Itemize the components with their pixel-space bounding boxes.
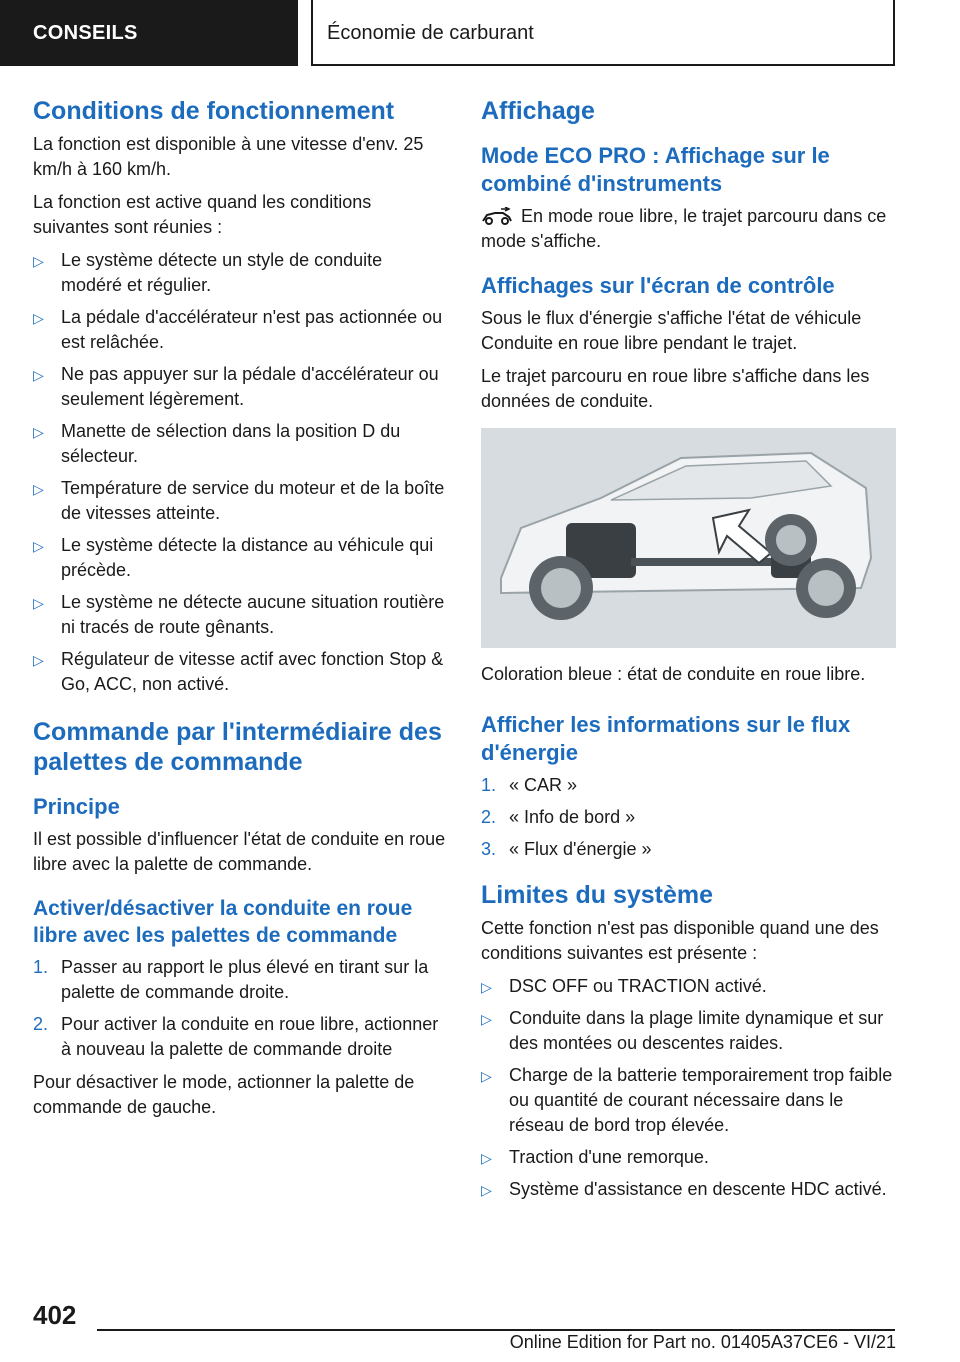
flux-steps [481, 773, 896, 862]
paragraph-desactiver: Pour désactiver le mode, actionner la palette de commande de gauche. [33, 1072, 415, 1117]
car-illustration [481, 428, 896, 648]
activation-steps [33, 955, 448, 1062]
triangle-bullet-icon: ▷ [481, 1150, 492, 1166]
heading-flux: Afficher les informations sur le flux d'énergie [481, 712, 851, 765]
left-column [33, 96, 448, 1128]
paragraph-limites: Cette fonction n'est pas disponible quand une des conditions suivantes est présente : [481, 918, 879, 963]
paragraph-principe: Il est possible d'influencer l'état de conduite en roue libre avec la palette de commande. [33, 829, 446, 874]
list-item: 1. « CAR » [481, 775, 578, 795]
heading-ecran: Affichages sur l'écran de contrôle [481, 273, 835, 298]
paragraph-ecran-1: Sous le flux d'énergie s'affiche l'état de véhicule Conduite en roue libre pendant le trajet. [481, 308, 862, 353]
car-drawing [481, 428, 896, 648]
list-item: ▷ Système d'assistance en descente HDC activé. [481, 1177, 896, 1202]
paragraph-active: La fonction est active quand les conditions suivantes sont réunies : [33, 192, 372, 237]
chapter-tab: CONSEILS [0, 0, 298, 66]
triangle-bullet-icon: ▷ [481, 979, 492, 995]
heading-limites: Limites du système [481, 881, 714, 909]
page-header [0, 0, 960, 66]
heading-affichage: Affichage [481, 97, 595, 125]
list-item: ▷ Température de service du moteur et de la boîte de vitesses atteinte. [33, 478, 445, 523]
page-number: 402 [33, 1300, 77, 1330]
list-item: ▷ Charge de la batterie temporairement trop faible ou quantité de courant nécessaire dans le réseau de bord trop élevée. [481, 1065, 893, 1135]
conditions-list [33, 248, 448, 697]
triangle-bullet-icon: ▷ [33, 481, 44, 497]
list-item: ▷ Conduite dans la plage limite dynamique et sur des montées ou descentes raides. [481, 1008, 884, 1053]
heading-conditions: Conditions de fonctionnement [33, 97, 395, 125]
list-item: ▷ Le système détecte un style de conduite modéré et régulier. [33, 250, 383, 295]
triangle-bullet-icon: ▷ [33, 595, 44, 611]
list-item: ▷ Le système détecte la distance au véhicule qui précède. [33, 535, 434, 580]
list-item: 3. « Flux d'énergie » [481, 839, 652, 859]
triangle-bullet-icon: ▷ [481, 1011, 492, 1027]
coasting-car-icon [481, 207, 513, 225]
triangle-bullet-icon: ▷ [33, 424, 44, 440]
edition-note: Online Edition for Part no. 01405A37CE6 - VI/21 [509, 1332, 896, 1352]
list-item: ▷ Ne pas appuyer sur la pédale d'accélérateur ou seulement légèrement. [33, 364, 439, 409]
list-item: 2. « Info de bord » [481, 807, 636, 827]
triangle-bullet-icon: ▷ [33, 367, 44, 383]
list-item: ▷ DSC OFF ou TRACTION activé. [481, 974, 896, 999]
list-item: 2. Pour activer la conduite en roue libre, actionner à nouveau la palette de commande droite [33, 1014, 439, 1059]
list-item: ▷ La pédale d'accélérateur n'est pas actionnée ou est relâchée. [33, 307, 443, 352]
paragraph-speed: La fonction est disponible à une vitesse d'env. 25 km/h à 160 km/h. [33, 134, 424, 179]
image-caption: Coloration bleue : état de conduite en roue libre. [481, 664, 866, 684]
triangle-bullet-icon: ▷ [481, 1182, 492, 1198]
limits-list [481, 974, 896, 1202]
triangle-bullet-icon: ▷ [481, 1068, 492, 1084]
triangle-bullet-icon: ▷ [33, 310, 44, 326]
paragraph-eco-pro: En mode roue libre, le trajet parcouru dans ce mode s'affiche. [481, 206, 887, 251]
list-item: ▷ Traction d'une remorque. [481, 1145, 896, 1170]
heading-principe: Principe [33, 794, 120, 819]
section-title: Économie de carburant [311, 0, 895, 66]
list-item: 1. Passer au rapport le plus élevé en tirant sur la palette de commande droite. [33, 957, 429, 1002]
paragraph-ecran-2: Le trajet parcouru en roue libre s'affiche dans les données de conduite. [481, 366, 870, 411]
triangle-bullet-icon: ▷ [33, 652, 44, 668]
list-item: ▷ Manette de sélection dans la position D du sélecteur. [33, 421, 401, 466]
footer-rule [97, 1329, 895, 1331]
right-column [481, 96, 896, 1212]
triangle-bullet-icon: ▷ [33, 253, 44, 269]
list-item: ▷ Régulateur de vitesse actif avec fonction Stop & Go, ACC, non activé. [33, 649, 444, 694]
list-item: ▷ Le système ne détecte aucune situation routière ni tracés de route gênants. [33, 592, 445, 637]
triangle-bullet-icon: ▷ [33, 538, 44, 554]
heading-eco-pro: Mode ECO PRO : Affichage sur le combiné d'instruments [481, 143, 830, 196]
heading-activer: Activer/désactiver la conduite en roue libre avec les palettes de commande [33, 897, 413, 947]
heading-commande: Commande par l'intermédiaire des palettes de commande [33, 718, 442, 776]
